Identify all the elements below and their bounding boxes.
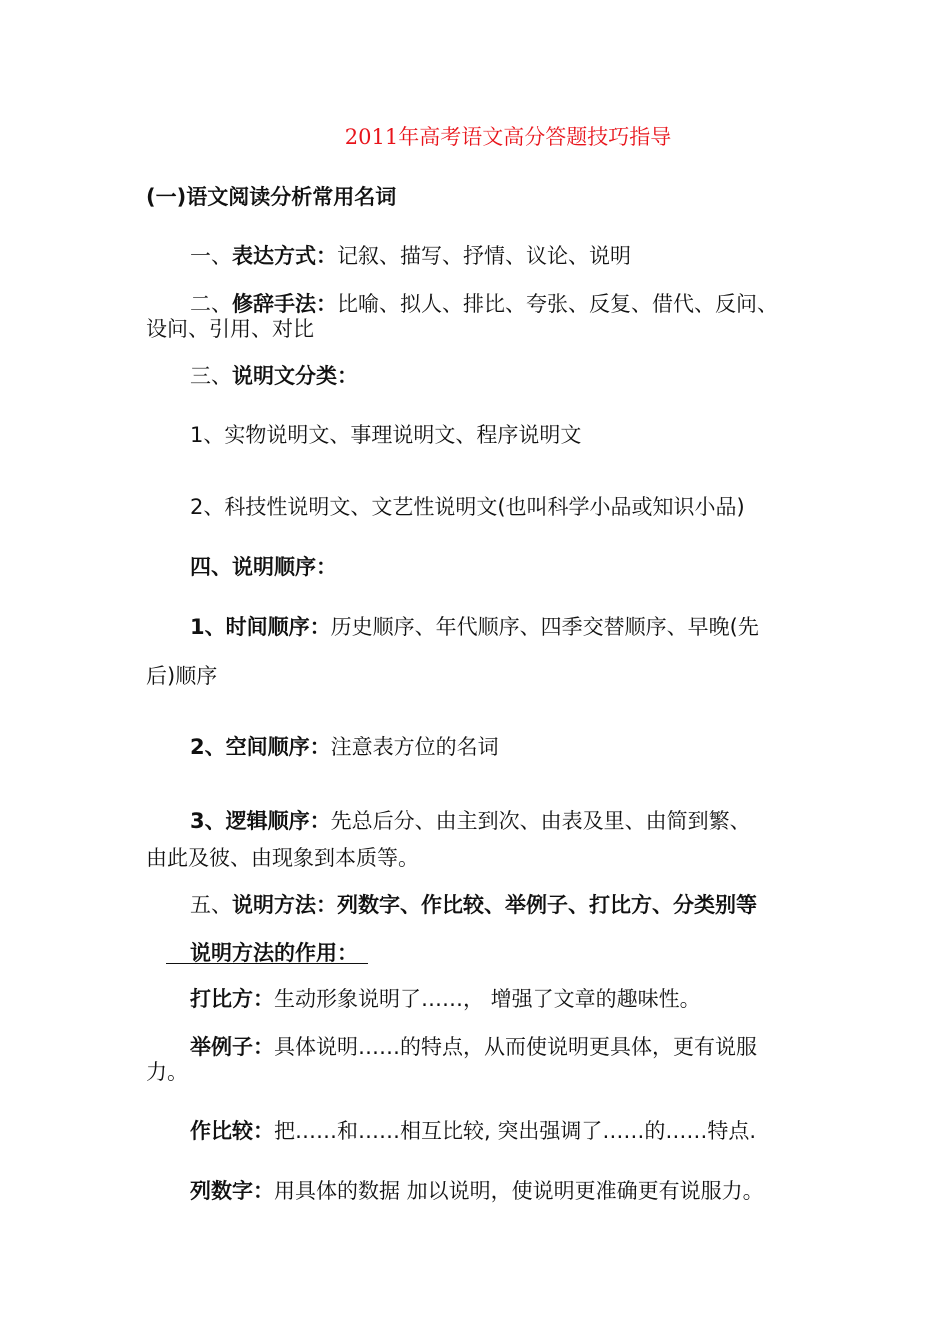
paragraph-order-heading: 四、说明顺序： — [190, 555, 337, 579]
item-term: 说明文分类： — [232, 364, 358, 388]
item-text: 说明方法：列数字、作比较、举例子、打比方、分类别等 — [232, 893, 757, 917]
paragraph-space-order — [190, 734, 830, 760]
item-text: 用具体的数据 加以说明，使说明更准确更有说服力。 — [274, 1179, 764, 1203]
item-text: 生动形象说明了……， 增强了文章的趣味性。 — [274, 987, 701, 1011]
item-text: 具体说明……的特点，从而使说明更具体，更有说服 — [274, 1035, 757, 1059]
effect-numbers — [190, 1178, 830, 1204]
paragraph-expository-types — [190, 363, 830, 389]
paragraph-time-order — [190, 614, 830, 640]
item-term: 表达方式： — [232, 244, 337, 268]
item-label: 一、 — [190, 244, 232, 268]
effect-heading: 说明方法的作用： — [190, 941, 358, 965]
item-term: 2、空间顺序： — [190, 735, 331, 759]
effect-heading-underline — [166, 963, 368, 964]
item-label: 二、 — [190, 292, 232, 316]
paragraph-rhetoric — [190, 291, 830, 317]
paragraph-logic-order — [190, 808, 830, 834]
paragraph-time-order-cont: 后)顺序 — [146, 664, 218, 688]
paragraph-methods — [190, 892, 830, 918]
document-title: 2011年高考语文高分答题技巧指导 — [344, 125, 672, 149]
item-term: 1、时间顺序： — [190, 615, 331, 639]
list-item-2: 2、科技性说明文、文艺性说明文(也叫科学小品或知识小品) — [190, 495, 745, 519]
effect-comparison — [190, 1118, 830, 1144]
item-term: 作比较： — [190, 1119, 274, 1143]
item-term: 打比方： — [190, 987, 274, 1011]
item-text: 注意表方位的名词 — [330, 735, 499, 759]
paragraph-rhetoric-cont: 设问、引用、对比 — [146, 317, 314, 341]
item-term: 3、逻辑顺序： — [190, 809, 331, 833]
item-text: 把……和……相互比较, 突出强调了……的……特点. — [274, 1119, 757, 1143]
item-text: 历史顺序、年代顺序、四季交替顺序、早晚(先 — [330, 615, 759, 639]
item-label: 三、 — [190, 364, 232, 388]
effect-example — [190, 1034, 830, 1060]
item-text: 先总后分、由主到次、由表及里、由简到繁、 — [330, 809, 751, 833]
list-item-1: 1、实物说明文、事理说明文、程序说明文 — [190, 423, 582, 447]
effect-analogy — [190, 986, 830, 1012]
item-label: 五、 — [190, 893, 232, 917]
item-term: 修辞手法： — [232, 292, 337, 316]
paragraph-logic-order-cont: 由此及彼、由现象到本质等。 — [146, 846, 419, 870]
item-text: 记叙、描写、抒情、议论、说明 — [337, 244, 631, 268]
item-text: 比喻、拟人、排比、夸张、反复、借代、反问、 — [337, 292, 778, 316]
effect-example-cont: 力。 — [146, 1060, 188, 1084]
paragraph-expression-methods — [190, 243, 830, 269]
item-term: 列数字： — [190, 1179, 274, 1203]
item-term: 举例子： — [190, 1035, 274, 1059]
section-heading: (一)语文阅读分析常用名词 — [146, 185, 397, 209]
